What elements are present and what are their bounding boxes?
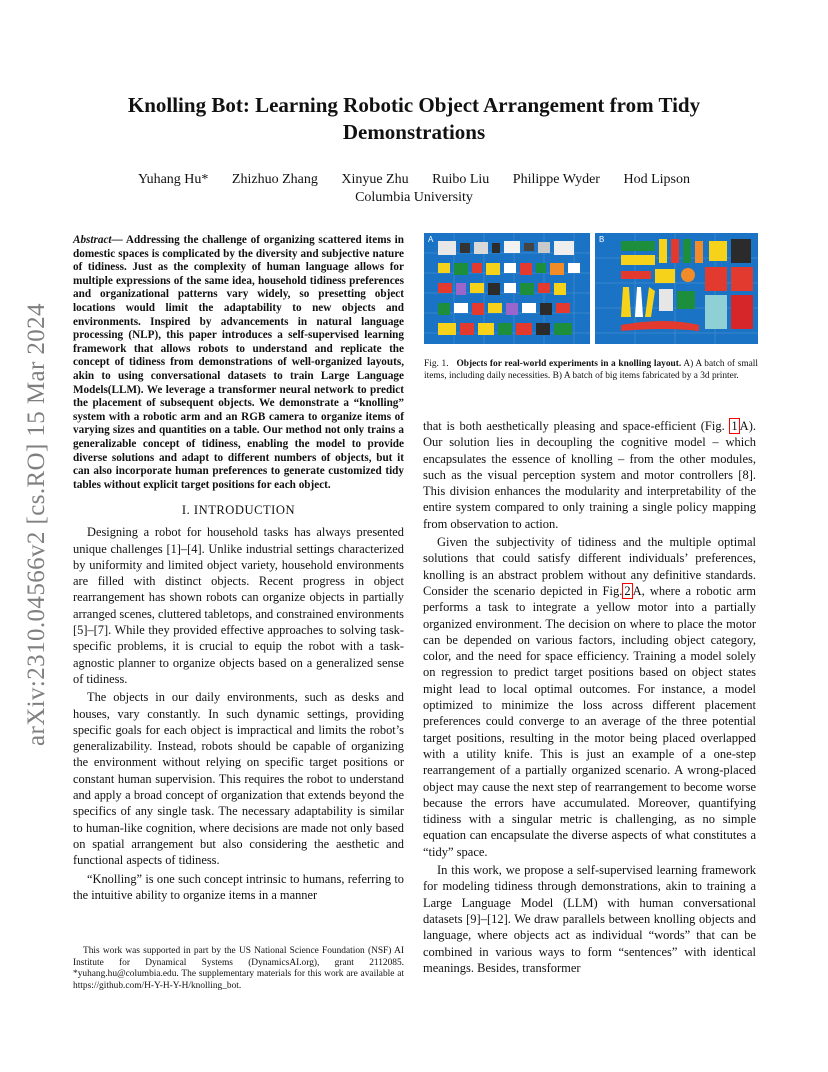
intro-paragraph: Designing a robot for household tasks has always presented unique challenges [1]–[4]. Unlike industrial settings characterized by uniformity and limited object variety, household environments are filled with distinct objects. Recent progress in object rearrangement has shown robots can organize objects in partially arranged scenes, cluttered tabletops, and constrained environments [5]–[7]. While they provided effective approaches to solving task-specific problems, it is crucial to equip the robot with a task-agnostic planner to organize objects based on a generalized sense of tidiness. [73, 525, 404, 686]
author-name: Ruibo Liu [432, 172, 490, 187]
intro-paragraph: “Knolling” is one such concept intrinsic to humans, referring to the intuitive ability to organize items in a manner [73, 871, 404, 902]
arxiv-identifier: arXiv:2310.04566v2 [cs.RO] 15 Mar 2024 [23, 303, 50, 746]
paragraph-text: that is both aesthetically pleasing and space-efficient (Fig. [423, 419, 730, 433]
author-name: Yuhang Hu* [138, 172, 209, 187]
affiliation: Columbia University [355, 190, 473, 205]
abstract-text: — Addressing the challenge of organizing scattered items in domestic spaces is complicated by the diversity and subjective nature of tidiness. Just as the complexity of human language allows for multiple expressions of the same idea, household tidiness preferences and organizational patterns vary widely, so presetting object locations would limit the adaptability to new objects and environments. Inspired by advancements in natural language processing (NLP), this paper introduces a self-supervised learning framework that allows robots to understand and replicate the concept of tidiness from demonstrations of well-organized layouts, akin to using conversational datasets to train Large Language Models(LLM). We leverage a transformer neural network to predict the placement of subsequent objects. We demonstrate a “knolling” system with a robotic arm and an RGB camera to organize items of varying sizes and quantities on a table. Our method not only trains a generalizable concept of tidiness, enabling the model to provide diverse solutions and adapt to different numbers of objects, but it can also incorporate human preferences to generate customized tidy tables without explicit target positions for each object. [73, 234, 404, 491]
author-list [90, 171, 738, 189]
figure-panel-a [424, 233, 590, 344]
author-name: Xinyue Zhu [341, 172, 409, 187]
author-name: Philippe Wyder [512, 172, 600, 187]
paragraph-text: A, where a robotic arm performs a task to integrate a yellow motor into a partially organized environment. The decision on where to place the motor can be depended on various factors, including object category, color, and the need for space efficiency. Training a model solely on regression to predict target positions based on object states might lead to local optimal outcomes. For instance, a model optimized to minimize the loss across different placement preferences could converge to an average of the three potential target positions, resulting in the motor being placed overlapped with a utility knife. This is just an example of a one-step rearrangement of a partially organized scenario. A wrong-placed object may cause the next step of rearrangement to become worse because the errors have accumulated. Moreover, quantifying tidiness with a singular metric is challenging, as no simple equation can encapsulate the diverse aspects of what constitutes a “tidy” space. [423, 583, 757, 859]
figure-caption [424, 359, 758, 383]
author-name: Hod Lipson [623, 172, 690, 187]
panel-label-b: B [599, 235, 605, 244]
abstract-label: Abstract [73, 234, 112, 246]
intro-paragraph: The objects in our daily environments, such as desks and houses, vary constantly. In such dynamic settings, providing specific goals for each object is impractical and limits the robot’s generalizability. Instead, robots should be capable of organizing the environment without relying on specific target positions or constant human supervision. This requires the robot to understand and apply a broad concept of organization that extends beyond the specifics of any single task. The necessary adaptability is similar to human-like cognition, where decisions are made not only based on spatial arrangement but also considering the aesthetic and functional aspects of tidiness. [73, 690, 404, 868]
intro-paragraph [423, 534, 756, 860]
small-items-photo [424, 233, 590, 344]
figure-reference-link[interactable]: 1 [731, 419, 738, 433]
paper-title: Knolling Bot: Learning Robotic Object Arrangement from Tidy Demonstrations [127, 93, 701, 144]
caption-label: Fig. 1. [424, 359, 449, 369]
figure-reference-link[interactable]: 2 [624, 583, 631, 598]
panel-label-a: A [428, 235, 434, 244]
intro-paragraph: In this work, we propose a self-supervised learning framework for modeling tidiness through demonstrations, akin to training a Large Language Model (LLM) with human conversational datasets [9]–[12]. We draw parallels between knolling objects and language, where objects act as individual “words” that can be combined in various ways to form “sentences” with identical meanings. Besides, transformer [423, 863, 756, 975]
footnote-text: This work was supported in part by the US National Science Foundation (NSF) AI Institute for Dynamical Systems (DynamicsAI.org), grant 2112085. *yuhang.hu@columbia.edu. The supplementary materials for this work are available at https://github.com/H-Y-H-Y-H/knolling_bot. [73, 946, 404, 991]
paragraph-text: Given the subjectivity of tidiness and the multiple optimal solutions that could satisfy different individuals’ preferences, knolling is an abstract problem without any definitive standards. Consider the scenario depicted in Fig. [423, 535, 756, 598]
paragraph-text: A). Our solution lies in decoupling the cognitive model – which encapsulates the essence of knolling – from the other modules, such as the visual perception system and motor controllers [8]. This division enhances the modularity and interpretability of the entire system compared to only training a single policy mapping from observation to action. [423, 419, 756, 531]
footnote [73, 946, 404, 992]
figure-panel-b [595, 233, 758, 344]
left-column [73, 234, 404, 903]
author-name: Zhizhuo Zhang [231, 172, 318, 187]
intro-paragraph [423, 418, 756, 532]
big-items-photo [595, 233, 758, 344]
caption-text: A) A batch of small items, including daily necessities. B) A batch of big items fabricated by a 3d printer. [424, 359, 759, 381]
section-heading-introduction: I. INTRODUCTION [181, 503, 296, 518]
caption-title: Objects for real-world experiments in a knolling layout. [456, 359, 682, 369]
right-column [423, 418, 756, 976]
abstract [73, 234, 404, 492]
